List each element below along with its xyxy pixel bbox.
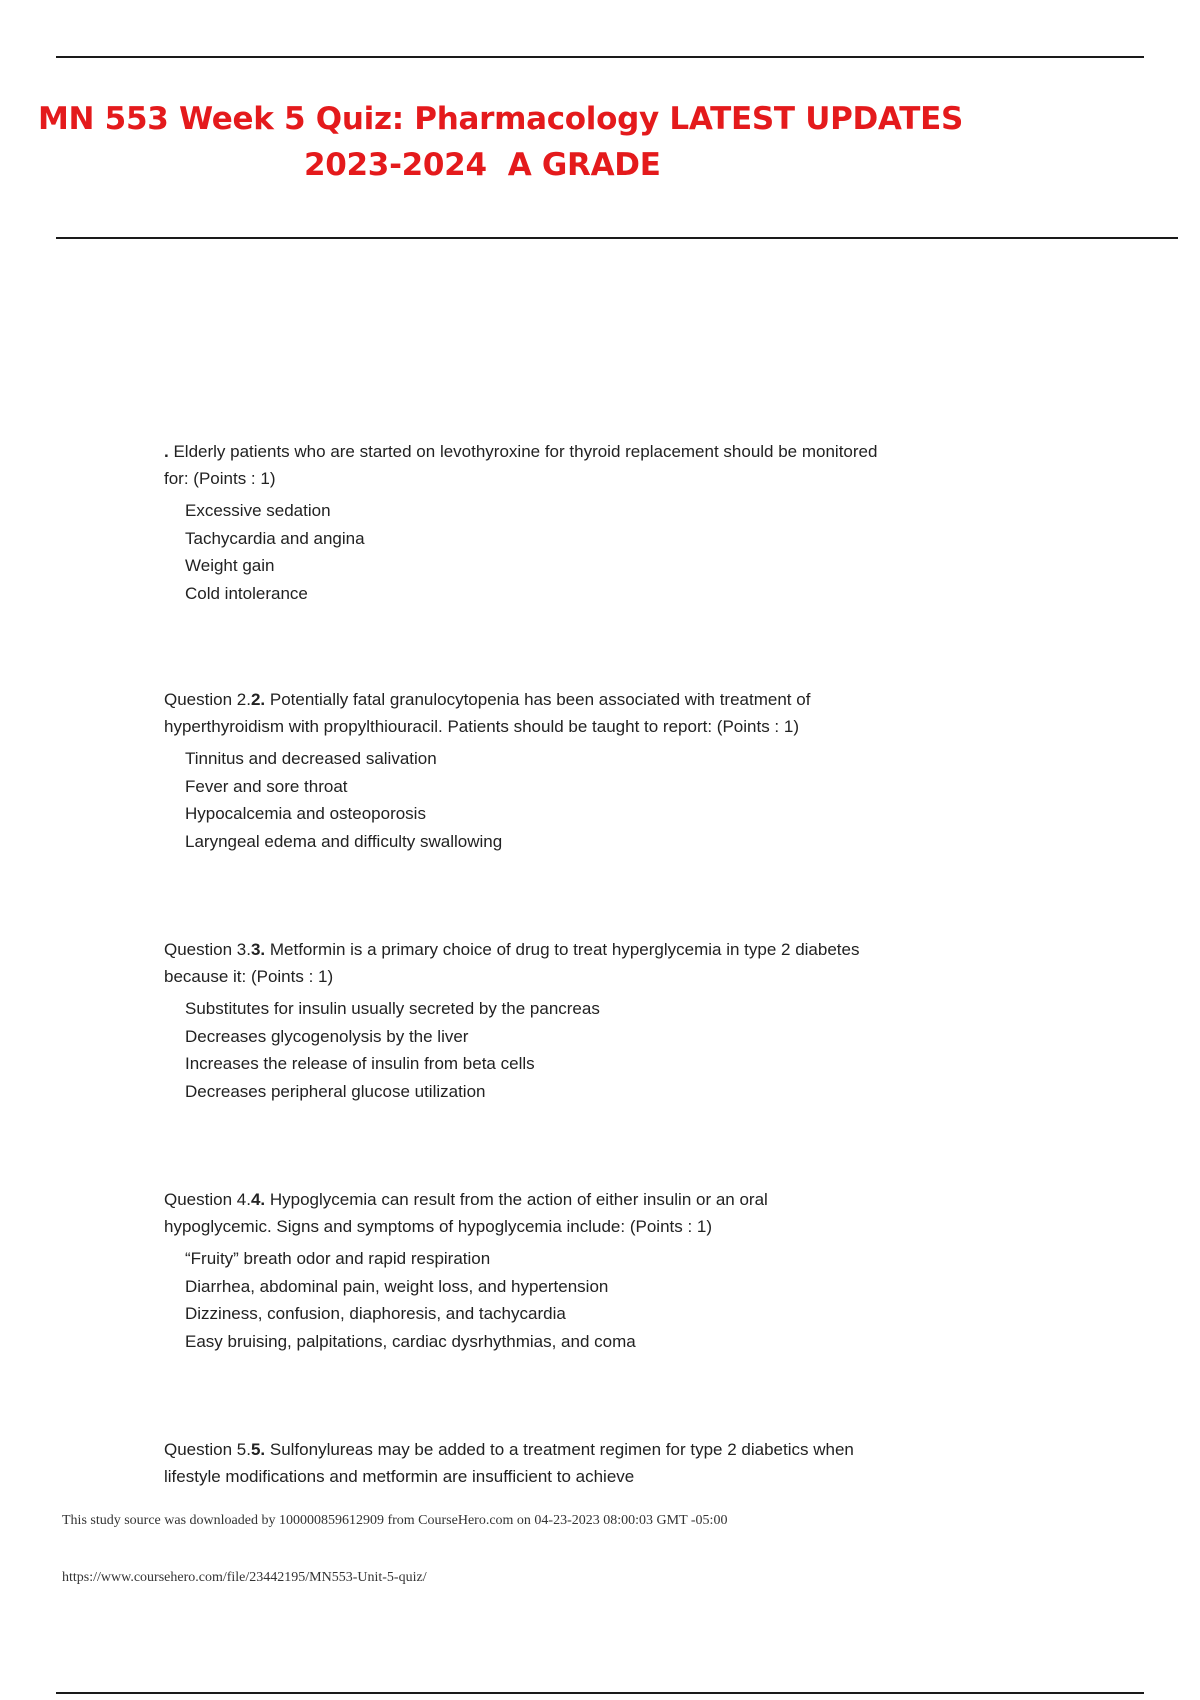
question-3 — [164, 936, 884, 1105]
question-text — [164, 1186, 864, 1240]
top-divider — [56, 56, 1144, 58]
answer-option: Easy bruising, palpitations, cardiac dysrhythmias, and coma — [185, 1331, 636, 1351]
answer-option: Excessive sedation — [185, 501, 331, 520]
question-2 — [164, 686, 904, 855]
question-text — [164, 438, 884, 492]
source-url: https://www.coursehero.com/file/23442195/MN553-Unit-5-quiz/ — [62, 1570, 427, 1585]
title-line-2: 2023-2024 A GRADE — [304, 147, 661, 183]
question-4 — [164, 1186, 864, 1355]
question-5 — [164, 1436, 864, 1495]
question-body: Metformin is a primary choice of drug to treat hyperglycemia in type 2 diabetes because it: (Points : 1) — [164, 940, 860, 986]
question-prefix: Question 5. — [164, 1440, 251, 1459]
question-prefix: Question 4. — [164, 1190, 251, 1209]
answer-options — [164, 1245, 864, 1355]
question-number: 3. — [250, 940, 266, 959]
question-body: Elderly patients who are started on levothyroxine for thyroid replacement should be monitored for: (Points : 1) — [164, 442, 878, 488]
answer-option: Dizziness, confusion, diaphoresis, and tachycardia — [185, 1304, 566, 1323]
answer-option: Substitutes for insulin usually secreted by the pancreas — [185, 999, 600, 1018]
question-prefix: Question 3. — [164, 940, 251, 959]
answer-option: Weight gain — [185, 556, 275, 575]
answer-option: Tinnitus and decreased salivation — [185, 749, 437, 768]
answer-option: Cold intolerance — [185, 583, 308, 603]
answer-option: Increases the release of insulin from beta cells — [185, 1054, 535, 1073]
answer-option: Decreases peripheral glucose utilization — [185, 1081, 486, 1101]
answer-option: Hypocalcemia and osteoporosis — [185, 804, 426, 823]
bottom-divider — [56, 1692, 1144, 1694]
question-number: 5. — [250, 1440, 266, 1459]
answer-option: “Fruity” breath odor and rapid respiration — [185, 1249, 491, 1268]
question-prefix: Question 2. — [164, 690, 251, 709]
answer-options — [164, 497, 884, 607]
answer-option: Decreases glycogenolysis by the liver — [185, 1026, 469, 1046]
question-text — [164, 686, 904, 740]
question-1 — [164, 438, 884, 607]
answer-option: Diarrhea, abdominal pain, weight loss, and hypertension — [185, 1276, 609, 1296]
download-source-note: This study source was downloaded by 100000859612909 from CourseHero.com on 04-23-2023 08:00:03 GMT -05:00 — [62, 1513, 728, 1528]
answer-options — [164, 995, 884, 1105]
question-body: Sulfonylureas may be added to a treatment regimen for type 2 diabetics when lifestyle modifications and metformin are insufficient to achieve — [164, 1440, 854, 1486]
question-text — [164, 936, 884, 990]
question-number: 4. — [250, 1190, 266, 1209]
question-body: Potentially fatal granulocytopenia has been associated with treatment of hyperthyroidism with propylthiouracil. Patients should be taught to report: (Points : 1) — [164, 690, 811, 736]
question-number: 2. — [250, 690, 266, 709]
question-number: . — [164, 442, 169, 461]
document-title — [38, 96, 963, 188]
answer-option: Tachycardia and angina — [185, 528, 365, 548]
answer-option: Fever and sore throat — [185, 776, 348, 796]
header-divider — [56, 237, 1178, 239]
question-body: Hypoglycemia can result from the action of either insulin or an oral hypoglycemic. Signs and symptoms of hypoglycemia include: (Points : 1) — [164, 1190, 768, 1236]
answer-options — [164, 745, 904, 855]
question-text — [164, 1436, 864, 1490]
answer-option: Laryngeal edema and difficulty swallowing — [185, 831, 503, 851]
title-line-1: MN 553 Week 5 Quiz: Pharmacology LATEST UPDATES — [38, 101, 963, 137]
